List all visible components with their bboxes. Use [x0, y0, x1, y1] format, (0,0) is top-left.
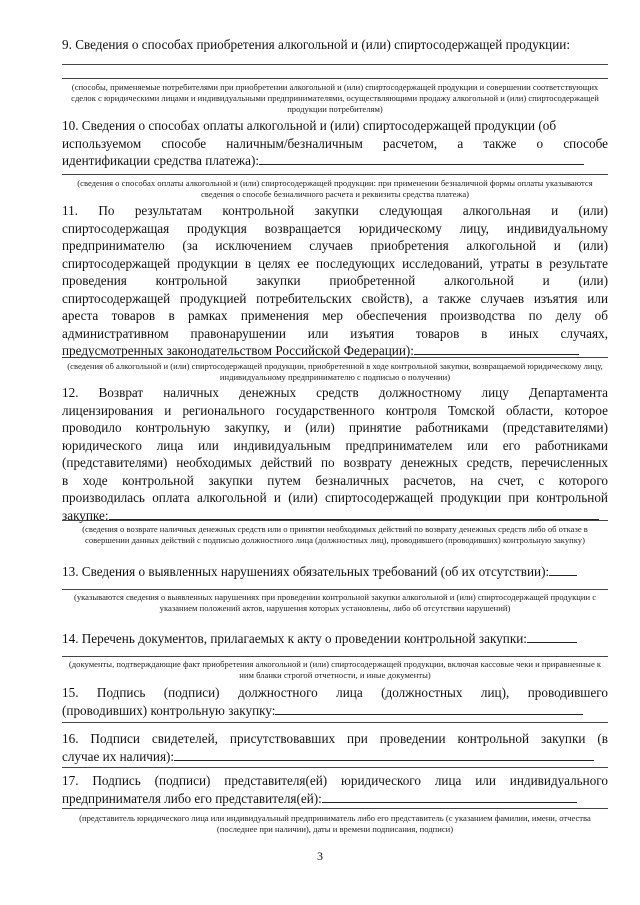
section-9	[62, 36, 608, 54]
section-17-line-2-text: предпринимателя либо его представителя(ей):	[62, 790, 322, 806]
section-16-line-2-text: случае их наличия):	[62, 748, 175, 764]
section-13-text: 13. Сведения о выявленных нарушениях обязательных требований (об их отсутствии):	[62, 564, 550, 579]
section-15-line-2	[62, 702, 608, 720]
section-10-note: (сведения о способах оплаты алкогольной и (или) спиртосодержащей продукции: при применении безналичной формы оплаты указываются сведения о способе безналичного расчета и реквизиты средства платежа)	[77, 178, 593, 199]
blank-line	[62, 808, 608, 809]
fill-line	[259, 153, 584, 165]
section-12-line: в ходе контрольной закупки путем безналичных расчетов, на счет, с которого	[62, 472, 608, 488]
section-12-note: (сведения о возврате наличных денежных средств или о принятии необходимых действий по возврату денежных средств либо об отказе в совершении данных действий с подписью должностного лица (должностных лиц), проводившего (проводивших) контрольную закупку)	[82, 524, 588, 545]
section-16-line-1: 16. Подписи свидетелей, присутствовавших при проведении контрольной закупки (в	[62, 731, 608, 746]
blank-line	[62, 767, 608, 768]
blank-line	[62, 174, 608, 175]
blank-line	[62, 520, 608, 521]
section-10-line-1: 10. Сведения о способах оплаты алкогольной и (или) спиртосодержащей продукции (об	[62, 118, 557, 133]
section-12-line: лицензирования и регионального государственного контроля Томской области, которое	[62, 402, 608, 418]
section-14-line	[62, 630, 608, 648]
section-13-line	[62, 563, 608, 581]
section-12-line: проводило контрольную закупку, и (или) принятие работниками (представителями)	[62, 420, 608, 435]
section-12-last-text: закупке:	[62, 507, 109, 523]
page-number: 3	[317, 849, 323, 863]
section-16-line-2	[62, 748, 608, 766]
section-11-line: спиртосодержащая продукция возвращается юридическому лицу, индивидуальному	[62, 220, 608, 236]
section-11-last-text: предусмотренных законодательством Российской Федерации):	[62, 343, 414, 358]
fill-line	[275, 703, 583, 715]
blank-line	[62, 64, 608, 65]
section-11-line: ареста товаров в рамках применения мер обеспечения производства по делу об	[62, 308, 608, 323]
section-12-line: (представителями) необходимых действий по возврату денежных средств, перечисленных	[62, 455, 608, 470]
section-11-line: административном правонарушении или изъятия товаров в иных случаях,	[62, 325, 608, 341]
section-17-line-1: 17. Подпись (подписи) представителя(ей) юридического лица или индивидуального	[62, 773, 608, 788]
fill-line	[174, 749, 594, 761]
section-14-note: (документы, подтверждающие факт приобретения алкогольной и (или) спиртосодержащей продукции, включая кассовые чеки и приравненные к ним бланки строгой отчетности, и иные документы)	[68, 659, 602, 680]
section-11-note: (сведения об алкогольной и (или) спиртосодержащей продукции, приобретенной в ходе контрольной закупки, возвращаемой юридическому лицу, индивидуальному предпринимателю с подписью о получении)	[67, 361, 603, 382]
blank-line	[62, 722, 608, 723]
section-14-text: 14. Перечень документов, прилагаемых к акту о проведении контрольной закупки:	[62, 631, 527, 646]
blank-line	[62, 78, 608, 79]
section-12	[62, 384, 608, 524]
section-10-line-3-text: идентификации средства платежа):	[62, 153, 260, 168]
section-13-note: (указываются сведения о выявленных нарушениях при проведении контрольной закупки алкогольной и (или) спиртосодержащей продукции с указанием положений актов, нарушения которых установлены, либо об отсутствии нарушений)	[73, 592, 597, 613]
section-10-line-3	[62, 152, 608, 170]
section-12-line: 12. Возврат наличных денежных средств должностному лицу Департамента	[62, 385, 608, 400]
section-16	[62, 730, 608, 765]
section-11-line: 11. По результатам контрольной закупки следующая алкогольная и (или)	[62, 203, 608, 218]
section-12-last-line	[62, 507, 608, 525]
section-11-line: предпринимателю (за исключением случаев приобретения алкогольной и (или)	[62, 238, 608, 253]
fill-line	[549, 564, 577, 576]
fill-line	[414, 343, 579, 355]
section-11-line: проведения контрольной закупки приобретенной алкогольной и (или)	[62, 273, 608, 288]
section-13	[62, 563, 608, 581]
section-17-line-2	[62, 790, 608, 808]
section-11-line: спиртосодержащей продукции в целях ее последующих исследований, утраты в результате	[62, 255, 608, 271]
blank-line	[62, 357, 608, 358]
fill-line	[322, 791, 577, 803]
section-14	[62, 630, 608, 648]
blank-line	[62, 589, 608, 590]
section-15-line-2-text: (проводивших) контрольную закупку:	[62, 702, 276, 718]
section-15	[62, 684, 608, 719]
section-17-note: (представитель юридического лица или индивидуальный предприниматель либо его представитель (с указанием фамилии, имени, отчества (последнее при наличии), даты и времени подписания, подписи)	[79, 813, 591, 834]
section-15-line-1: 15. Подпись (подписи) должностного лица (должностных лиц), проводившего	[62, 685, 608, 700]
section-10	[62, 117, 608, 170]
section-10-line	[62, 117, 608, 135]
section-12-line: юридического лица или индивидуальным предпринимателем или его работниками	[62, 437, 608, 453]
blank-line	[62, 656, 608, 657]
fill-line	[109, 508, 599, 520]
section-9-note: (способы, применяемые потребителями при приобретении алкогольной и (или) спиртосодержащей продукции и совершении соответствующих сделок с юридическими лицами и индивидуальными предпринимателями, осуществляющими продажу алкогольной и (или) спиртосодержащей продукции потребителям)	[71, 82, 599, 114]
section-10-line-2: используемом способе наличным/безналичным расчетом, а также о способе	[62, 135, 608, 151]
section-11-line: спиртосодержащей продукцией потребительских свойств), а также случаев изъятия или	[62, 290, 608, 306]
section-17	[62, 772, 608, 807]
section-9-text: 9. Сведения о способах приобретения алкогольной и (или) спиртосодержащей продукции:	[62, 37, 571, 52]
section-12-line: производилась оплата алкогольной и (или) спиртосодержащей продукции при контрольной	[62, 490, 608, 505]
section-11	[62, 202, 608, 360]
fill-line	[527, 631, 577, 643]
